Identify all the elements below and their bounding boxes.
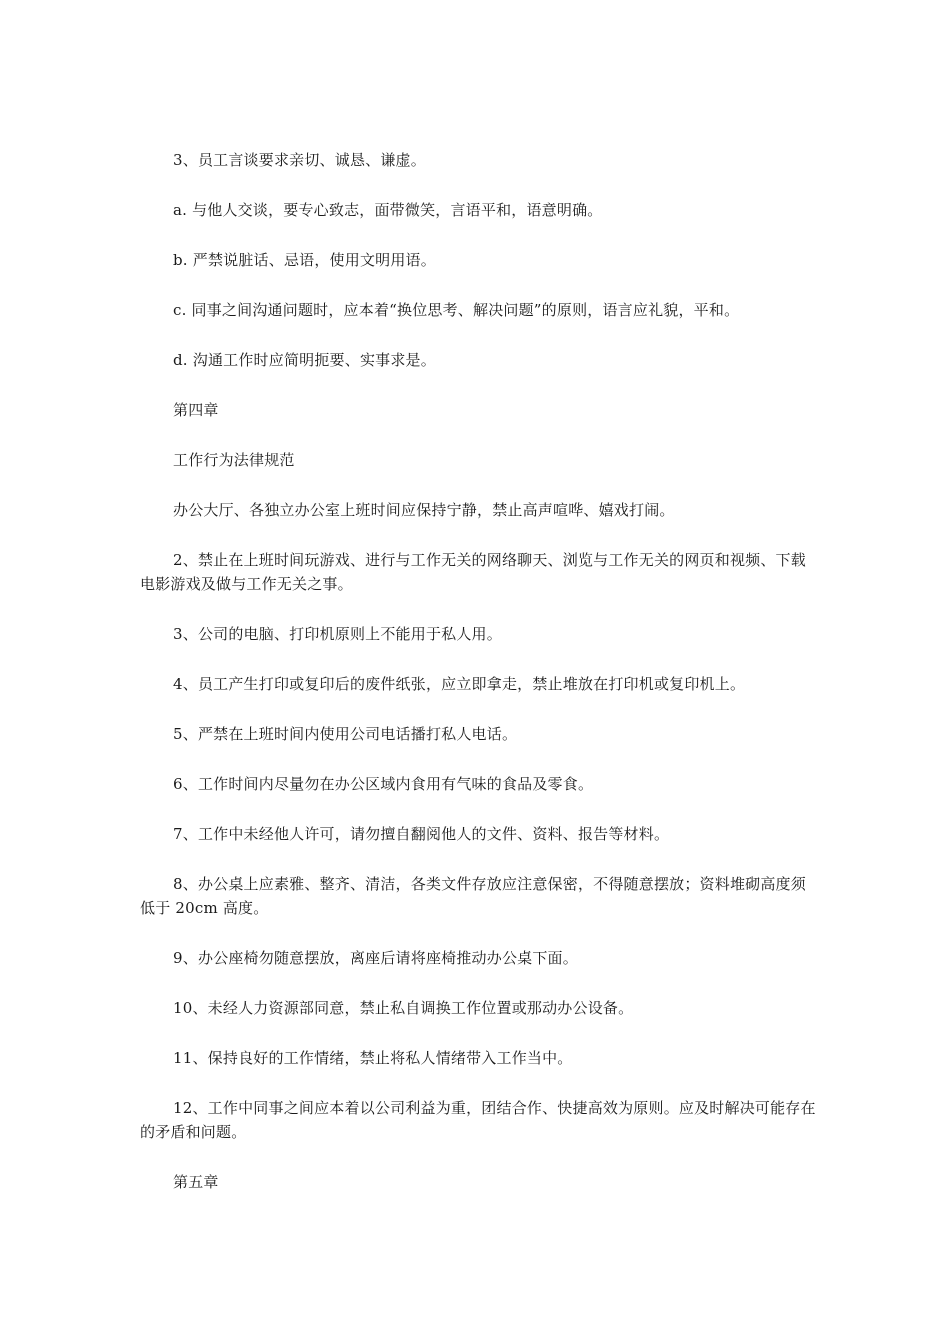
paragraph-16: 9、办公座椅勿随意摆放，离座后请将座椅推动办公桌下面。 — [173, 949, 578, 967]
paragraph-10: 3、公司的电脑、打印机原则上不能用于私人用。 — [173, 625, 502, 643]
paragraph-9: 2、禁止在上班时间玩游戏、进行与工作无关的网络聊天、浏览与工作无关的网页和视频、下载电影游戏及做与工作无关之事。 — [140, 551, 806, 593]
paragraph-15: 8、办公桌上应素雅、整齐、清洁，各类文件存放应注意保密，不得随意摆放；资料堆砌高度须低于 20cm 高度。 — [140, 875, 806, 917]
paragraph-3: b. 严禁说脏话、忌语，使用文明用语。 — [173, 251, 436, 269]
chapter-4-title: 工作行为法律规范 — [173, 451, 295, 469]
paragraph-8: 办公大厅、各独立办公室上班时间应保持宁静，禁止高声喧哗、嬉戏打闹。 — [173, 501, 675, 519]
paragraph-13: 6、工作时间内尽量勿在办公区域内食用有气味的食品及零食。 — [173, 775, 594, 793]
paragraph-2: a. 与他人交谈，要专心致志，面带微笑，言语平和，语意明确。 — [173, 201, 603, 219]
document-body — [140, 148, 820, 1220]
paragraph-18: 11、保持良好的工作情绪，禁止将私人情绪带入工作当中。 — [173, 1049, 573, 1067]
chapter-4-heading: 第四章 — [173, 401, 219, 419]
paragraph-12: 5、严禁在上班时间内使用公司电话播打私人电话。 — [173, 725, 518, 743]
paragraph-1: 3、员工言谈要求亲切、诚恳、谦虚。 — [173, 151, 426, 169]
paragraph-17: 10、未经人力资源部同意，禁止私自调换工作位置或那动办公设备。 — [173, 999, 634, 1017]
paragraph-19: 12、工作中同事之间应本着以公司利益为重，团结合作、快捷高效为原则。应及时解决可能存在的矛盾和问题。 — [140, 1099, 816, 1141]
paragraph-11: 4、员工产生打印或复印后的废件纸张，应立即拿走，禁止堆放在打印机或复印机上。 — [173, 675, 746, 693]
chapter-5-heading: 第五章 — [173, 1173, 219, 1191]
paragraph-14: 7、工作中未经他人许可，请勿擅自翻阅他人的文件、资料、报告等材料。 — [173, 825, 670, 843]
paragraph-4: c. 同事之间沟通问题时，应本着“换位思考、解决问题”的原则，语言应礼貌，平和。 — [173, 301, 740, 319]
paragraph-5: d. 沟通工作时应简明扼要、实事求是。 — [173, 351, 436, 369]
